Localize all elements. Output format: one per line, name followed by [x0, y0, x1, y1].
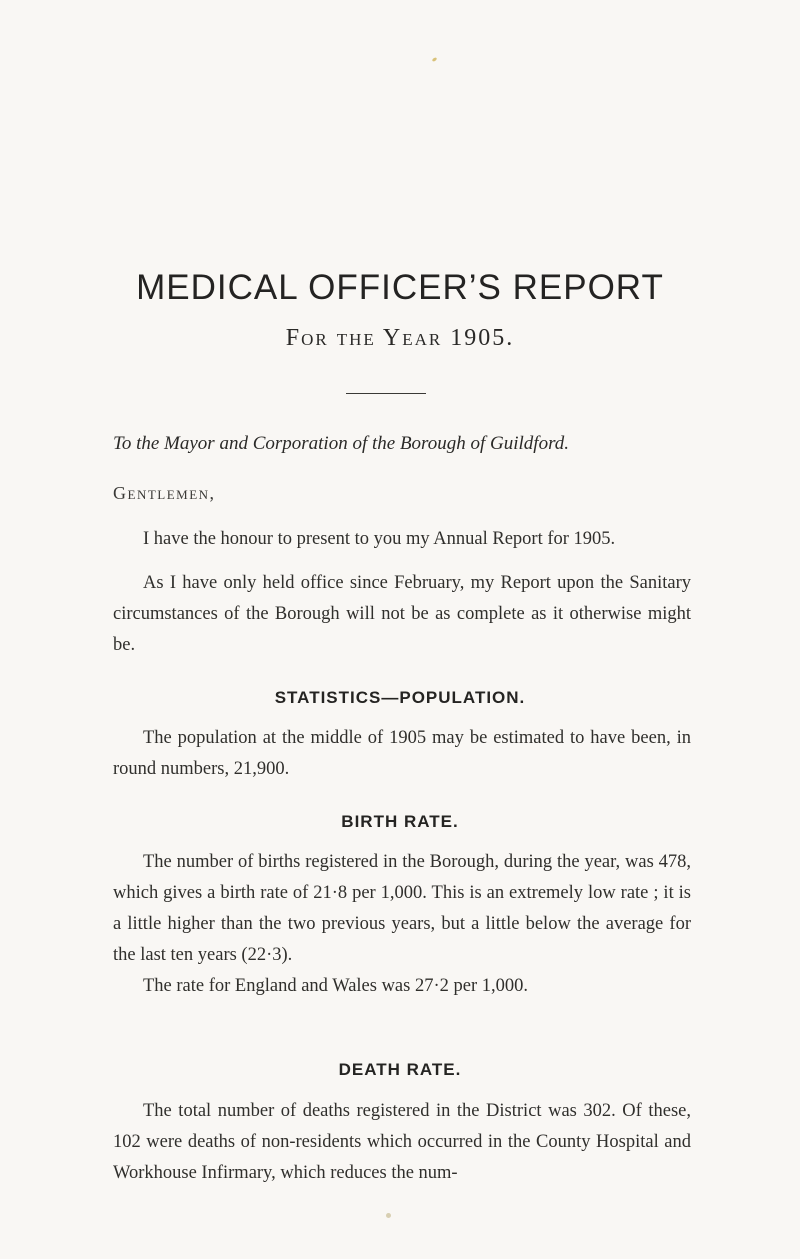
- birth-rate-paragraph-1: The number of births registered in the Borough, during the year, was 478, which gives a birth rate of 21·8 per 1,000. This is an extremely low rate ; it is a little higher than the two previous years, but a little below the average for the last ten years (22·3).: [113, 852, 691, 965]
- heading-death-rate: DEATH RATE.: [338, 1060, 462, 1079]
- intro-paragraph-2: As I have only held office since February, my Report upon the Sanitary circumstances of the Borough will not be as complete as it otherwise might be.: [113, 573, 691, 655]
- address-line: To the Mayor and Corporation of the Borough of Guildford.: [113, 433, 570, 454]
- paper-speck: [386, 1213, 391, 1218]
- report-title: MEDICAL OFFICER’S REPORT: [136, 268, 664, 307]
- birth-rate-paragraph-2: The rate for England and Wales was 27·2 per 1,000.: [143, 976, 529, 996]
- paper-speck: [432, 57, 438, 62]
- death-rate-paragraph: The total number of deaths registered in the District was 302. Of these, 102 were deaths of non-residents which occurred in the County Hospital and Workhouse Infirmary, which reduces the num-: [113, 1101, 691, 1183]
- population-paragraph: The population at the middle of 1905 may be estimated to have been, in round numbers, 21,900.: [113, 728, 691, 779]
- salutation: Gentlemen,: [113, 483, 216, 503]
- report-subtitle: For the Year 1905.: [285, 325, 515, 351]
- heading-birth-rate: BIRTH RATE.: [341, 812, 459, 831]
- intro-paragraph-1: I have the honour to present to you my Annual Report for 1905.: [143, 529, 616, 549]
- heading-population: STATISTICS—POPULATION.: [274, 688, 526, 707]
- title-divider: [346, 393, 426, 394]
